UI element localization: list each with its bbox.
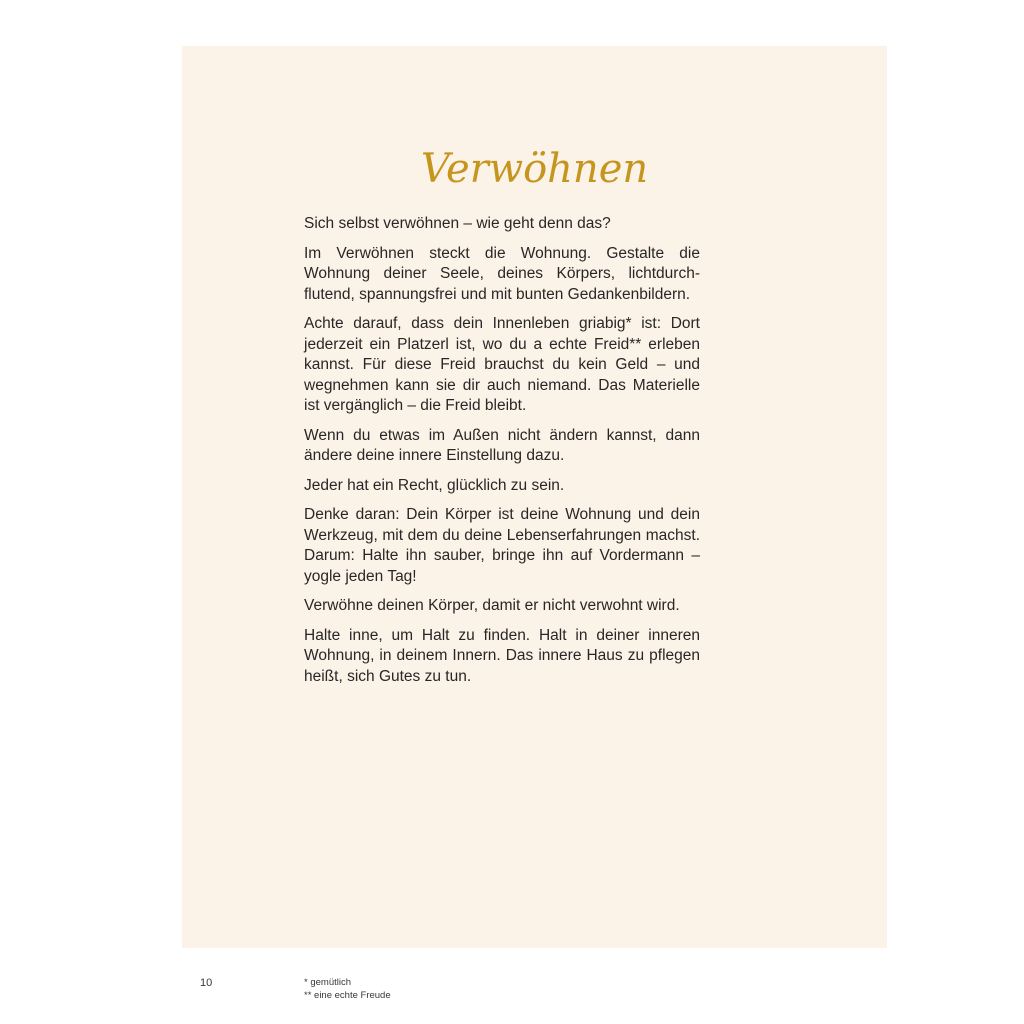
paragraph: Denke daran: Dein Körper ist deine Wohnung und dein Werkzeug, mit dem du deine Lebenserfahrungen machst. Darum: Halte ihn sauber, bringe ihn auf Vordermann – yogle jeden Tag! <box>304 506 700 585</box>
paragraph: Verwöhne deinen Körper, damit er nicht verwohnt wird. <box>304 597 680 614</box>
footnote: ** eine echte Freude <box>304 990 391 1001</box>
paragraph: Achte darauf, dass dein Innenleben griabig* ist: Dort jederzeit ein Platzerl ist, wo du a echte Freid** erleben kannst. Für diese Freid brauchst du kein Geld – und wegnehmen kann sie dir auch niemand. Das Materielle ist vergänglich – die Freid bleibt. <box>304 315 700 414</box>
paragraph: Im Verwöhnen steckt die Wohnung. Gestalte die Wohnung deiner Seele, deines Körpers, lichtdurchflutend, spannungsfrei und mit bunten Gedankenbildern. <box>304 244 700 303</box>
body-text <box>304 214 700 696</box>
page-number: 10 <box>200 977 213 989</box>
page-title: Verwöhnen <box>420 146 649 192</box>
footnotes <box>304 976 391 1002</box>
paragraph: Jeder hat ein Recht, glücklich zu sein. <box>304 476 565 494</box>
paragraph: Sich selbst verwöhnen – wie geht denn das? <box>304 215 611 232</box>
content-panel <box>182 46 887 948</box>
footnote: * gemütlich <box>304 977 351 988</box>
paragraph: Wenn du etwas im Außen nicht ändern kannst, dann ändere deine innere Einstellung dazu. <box>304 426 700 464</box>
paragraph: Halte inne, um Halt zu finden. Halt in deiner inneren Wohnung, in deinem Innern. Das innere Haus zu pflegen heißt, sich Gutes zu tun. <box>304 626 700 685</box>
